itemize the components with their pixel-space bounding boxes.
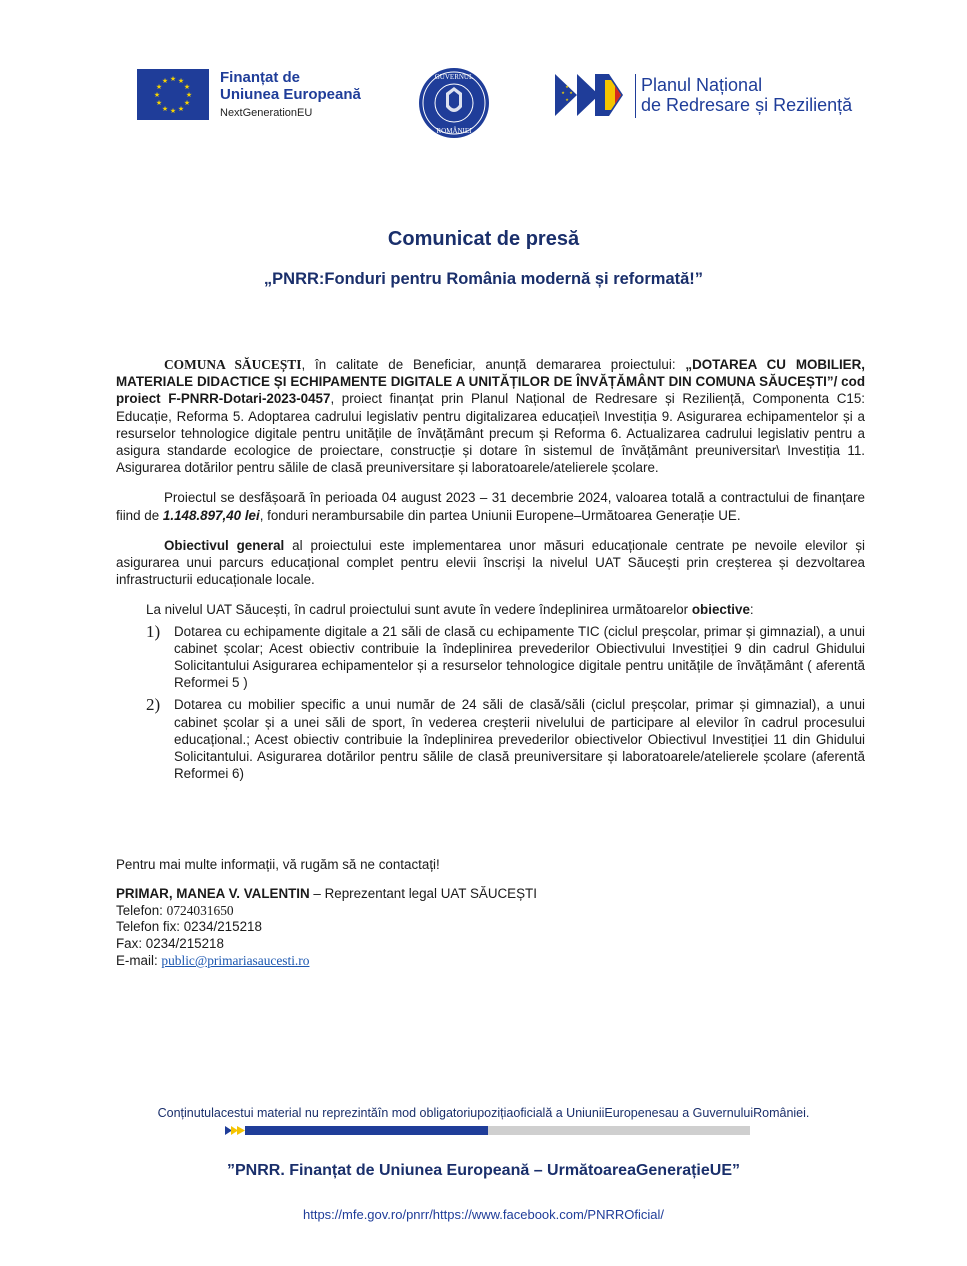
footer-bar-blue <box>245 1126 488 1135</box>
government-seal-icon <box>418 67 490 139</box>
svg-text:★: ★ <box>183 100 191 107</box>
logo-divider <box>635 74 636 118</box>
eu-flag-icon <box>137 69 209 120</box>
pnrr-arrows-icon <box>555 72 635 118</box>
footer-bar-grey <box>488 1126 750 1135</box>
pnrr-label: Planul Național de Redresare și Reziliență <box>641 75 853 115</box>
objective-item: 2) Dotarea cu mobilier specific a unui număr de 24 săli de clasă/săli (ciclul preșcolar, primar și gimnazial), a unui cabinet școlar și a unei săli de sport, în vederea creșterii nivelului de participare al elevilor în cadrul procesului educațional.; Acest obiectiv contribuie la îndeplinirea prevederilor obiectivelor Obiectivul Investiției 11 din Ghidului Solicitantului. Asigurarea dotărilor pentru sălile de clasă preuniversitare și laboratoarele/atelierele școlare (aferentă Reformei 6) <box>146 695 865 782</box>
paragraph-general-objective: Obiectivul general al proiectului este implementarea unor măsuri educaționale centrate pe nevoile elevilor și asigurarea unui parcurs educațional complet pentru elevii înscriși la nivelul UAT Săucești prin creșterea și dezvoltarea infrastructurii educaționale locale. <box>116 537 865 588</box>
svg-text:GUVERNUL: GUVERNUL <box>434 73 474 81</box>
paragraph-objectives-intro: La nivelul UAT Săucești, în cadrul proiectului sunt avute în vedere îndeplinirea următoarelor obiective: <box>146 602 754 618</box>
mayor-line: PRIMAR, MANEA V. VALENTIN – Reprezentant legal UAT SĂUCEȘTI <box>116 885 537 901</box>
email-link[interactable]: public@primariasaucesti.ro <box>161 952 310 968</box>
paragraph-project-intro: COMUNA SĂUCEȘTI, în calitate de Beneficiar, anunță demararea proiectului: „DOTAREA CU MOBILIER, MATERIALE DIDACTICE ȘI ECHIPAMENTE DIGITALE A UNITĂȚILOR DE ÎNVĂȚĂMÂNT DIN COMUNA SĂUCEȘTI”/ cod proiect F-PNRR-Dotari-2023-0457, proiect finanțat prin Planul Național de Redresare și Reziliență, Componenta C15: Educație, Reforma 5. Adoptarea cadrului legislativ pentru digitalizarea educației\ Investiția 9. Asigurarea echipamentelor și a resurselor tehnologice digitale pentru unitățile de învățământ precum și Reforma 6. Actualizarea cadrului legislativ pentru a asigura standarde ecologice de proiectare, construcție și dotare în sistemul de învățământ preuniversitar\ Investiția 11. Asigurarea dotărilor pentru sălile de clasă preuniversitare și laboratoarele/atelierele școlare. <box>116 357 866 476</box>
contact-intro: Pentru mai multe informații, vă rugăm să ne contactați! <box>116 857 440 872</box>
fax-line: Fax: 0234/215218 <box>116 936 224 952</box>
svg-text:★: ★ <box>177 78 185 85</box>
svg-text:★: ★ <box>177 106 185 113</box>
svg-text:★: ★ <box>161 78 169 85</box>
paragraph-project-period: Proiectul se desfășoară în perioada 04 august 2023 – 31 decembrie 2024, valoarea totală a contractului de finanțare fiind de 1.148.897,40 lei, fonduri nerambursabile din partea Uniunii Europene–Următoarea Generație UE. <box>116 490 865 523</box>
svg-text:★: ★ <box>569 90 573 95</box>
svg-text:★: ★ <box>169 76 177 83</box>
svg-text:★: ★ <box>161 106 169 113</box>
phone-line: Telefon: 0724031650 <box>116 902 234 918</box>
svg-text:ROMÂNIEI: ROMÂNIEI <box>436 127 472 135</box>
footer-links[interactable]: https://mfe.gov.ro/pnrr/https://www.facebook.com/PNRROficial/ <box>303 1207 664 1222</box>
svg-text:★: ★ <box>155 100 163 107</box>
contact-block <box>116 857 537 970</box>
landline-line: Telefon fix: 0234/215218 <box>116 919 262 935</box>
project-name: „DOTAREA CU MOBILIER, MATERIALE DIDACTICE ȘI ECHIPAMENTE DIGITALE A UNITĂȚILOR DE ÎNVĂȚĂMÂNT DIN COMUNA SĂUCEȘTI”/ cod proiect F-PNRR-Dotari-2023-0457 <box>116 357 866 407</box>
page-subtitle: „PNRR:Fonduri pentru România modernă și reformată!” <box>263 270 704 288</box>
svg-text:★: ★ <box>561 90 565 95</box>
contract-value: 1.148.897,40 lei <box>162 507 260 523</box>
footer-disclaimer: Conținutulacestui material nu reprezintăîn mod obligatoriupozițiaoficială a UniuniiEuropenesau a GuvernuluiRomâniei. <box>157 1106 810 1120</box>
press-release-body <box>116 356 865 787</box>
email-line: E-mail: public@primariasaucesti.ro <box>116 952 310 968</box>
svg-text:★: ★ <box>565 84 569 89</box>
footer-progress-bar <box>225 1126 750 1135</box>
footer-arrows-icon <box>225 1126 247 1135</box>
svg-text:★: ★ <box>169 108 177 115</box>
objective-item: 1) Dotarea cu echipamente digitale a 21 săli de clasă cu echipamente TIC (ciclul preșcolar, primar și gimnazial), a unui cabinet școlar; Acest obiectiv contribuie la îndeplinirea prevederilor Obiectivului Investiției 9 din cadrul Ghidului Solicitantului Asigurarea echipamentelor și a resurselor tehnologice digitale pentru unitățile de învățământ ( aferentă Reformei 5 ) <box>146 621 865 691</box>
svg-text:★: ★ <box>183 84 191 91</box>
svg-text:★: ★ <box>153 92 161 99</box>
svg-text:★: ★ <box>565 97 569 102</box>
svg-text:★: ★ <box>185 92 193 99</box>
svg-text:★: ★ <box>155 84 163 91</box>
page-title: Comunicat de presă <box>387 228 580 250</box>
eu-funding-label: Finanțat de Uniunea Europeană NextGenerationEU <box>220 69 361 119</box>
footer-slogan: ”PNRR. Finanțat de Uniunea Europeană – UrmătoareaGenerațieUE” <box>226 1162 740 1179</box>
